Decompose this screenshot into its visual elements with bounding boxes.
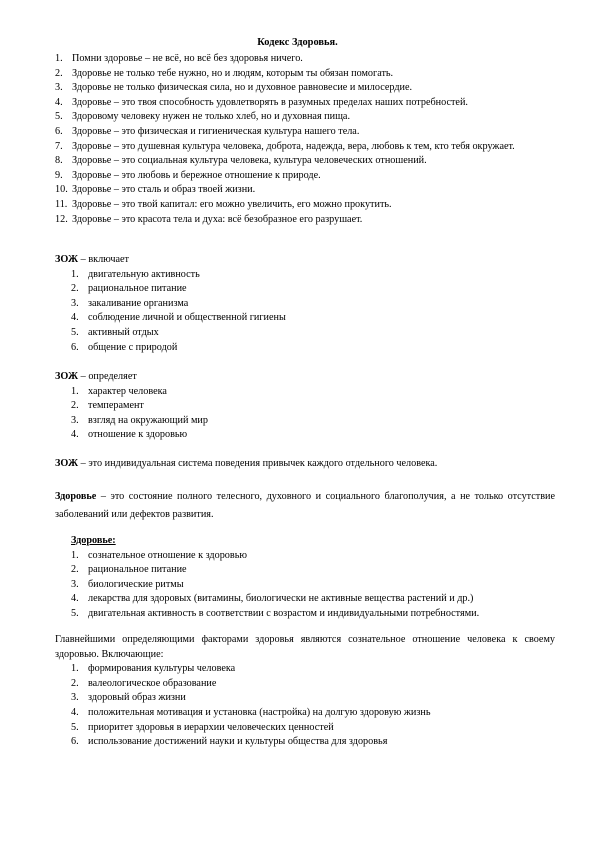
list-item: 5. активный отдых	[71, 326, 159, 338]
list-item: 3. биологические ритмы	[71, 578, 184, 590]
zozh-includes-heading: ЗОЖ – включает	[55, 254, 129, 265]
list-item: 5. Здоровому человеку нужен не только хлеб, но и духовная пища.	[55, 111, 350, 123]
zozh-includes-section	[55, 253, 555, 355]
list-item: 4. отношение к здоровью	[71, 429, 188, 441]
document-title: Кодекс Здоровья.	[257, 37, 338, 48]
list-item: 2. рациональное питание	[71, 283, 187, 295]
list-item: 4. Здоровье – это твоя способность удовлетворять в разумных пределах наших потребностей.	[55, 96, 468, 108]
list-item: 1. сознательное отношение к здоровью	[71, 549, 247, 561]
zozh-defines-section	[55, 370, 555, 443]
zozh-defines-list	[71, 385, 555, 443]
zozh-includes-list	[71, 268, 555, 356]
zozh-defines-heading: ЗОЖ – определяет	[55, 371, 137, 382]
list-item: 2. темперамент	[71, 400, 144, 412]
list-item: 8. Здоровье – это социальная культура человека, культура человеческих отношений.	[55, 155, 427, 167]
list-item: 6. общение с природой	[71, 341, 178, 353]
zozh-definition: ЗОЖ – это индивидуальная система поведения привычек каждого отдельного человека.	[55, 458, 438, 469]
health-definition: Здоровье – это состояние полного телесного, духовного и социального благополучия, а не только отсутствие заболеваний или дефектов развития.	[55, 491, 555, 520]
list-item: 11. Здоровье – это твой капитал: его можно увеличить, его можно прокутить.	[55, 198, 392, 210]
list-item: 2. рациональное питание	[71, 564, 187, 576]
list-item: 7. Здоровье – это душевная культура человека, доброта, надежда, вера, любовь к тем, кто тебя окружает.	[55, 140, 515, 152]
health-list	[71, 549, 555, 622]
list-item: 1. двигательную активность	[71, 268, 200, 280]
list-item: 1. Помни здоровье – не всё, но всё без здоровья ничего.	[55, 53, 303, 64]
health-heading: Здоровье:	[71, 535, 116, 546]
list-item: 3. Здоровье не только физическая сила, но и духовное равновесие и милосердие.	[55, 82, 413, 94]
list-item: 2. Здоровье не только тебе нужно, но и людям, которым ты обязан помогать.	[55, 67, 394, 79]
list-item: 4. лекарства для здоровых (витамины, биологически не активные вещества растений и др.)	[71, 593, 474, 605]
factors-section	[55, 633, 555, 750]
list-item: 3. здоровый образ жизни	[71, 692, 186, 704]
list-item: 9. Здоровье – это любовь и бережное отношение к природе.	[55, 169, 321, 181]
factors-intro: Главнейшими определяющими факторами здоровья являются сознательное отношение человека к своему здоровью. Включающие:	[55, 634, 555, 660]
list-item: 12. Здоровье – это красота тела и духа: всё безобразное его разрушает.	[55, 213, 363, 225]
health-codex-list	[55, 52, 555, 227]
list-item: 10. Здоровье – это сталь и образ твоей жизни.	[55, 184, 256, 196]
list-item: 4. положительная мотивация и установка (настройка) на долгую здоровую жизнь	[71, 706, 431, 718]
list-item: 6. Здоровье – это физическая и гигиеническая культура нашего тела.	[55, 125, 360, 137]
health-section	[55, 534, 555, 622]
list-item: 4. соблюдение личной и общественной гигиены	[71, 312, 286, 324]
list-item: 2. валеологическое образование	[71, 677, 217, 689]
list-item: 3. взгляд на окружающий мир	[71, 414, 208, 426]
list-item: 1. формирования культуры человека	[71, 663, 236, 675]
factors-list	[71, 662, 555, 750]
list-item: 5. двигательная активность в соответствии с возрастом и индивидуальными потребностями.	[71, 607, 480, 619]
list-item: 1. характер человека	[71, 385, 167, 397]
list-item: 5. приоритет здоровья в иерархии человеческих ценностей	[71, 721, 334, 733]
list-item: 6. использование достижений науки и культуры общества для здоровья	[71, 736, 388, 748]
list-item: 3. закаливание организма	[71, 297, 189, 309]
